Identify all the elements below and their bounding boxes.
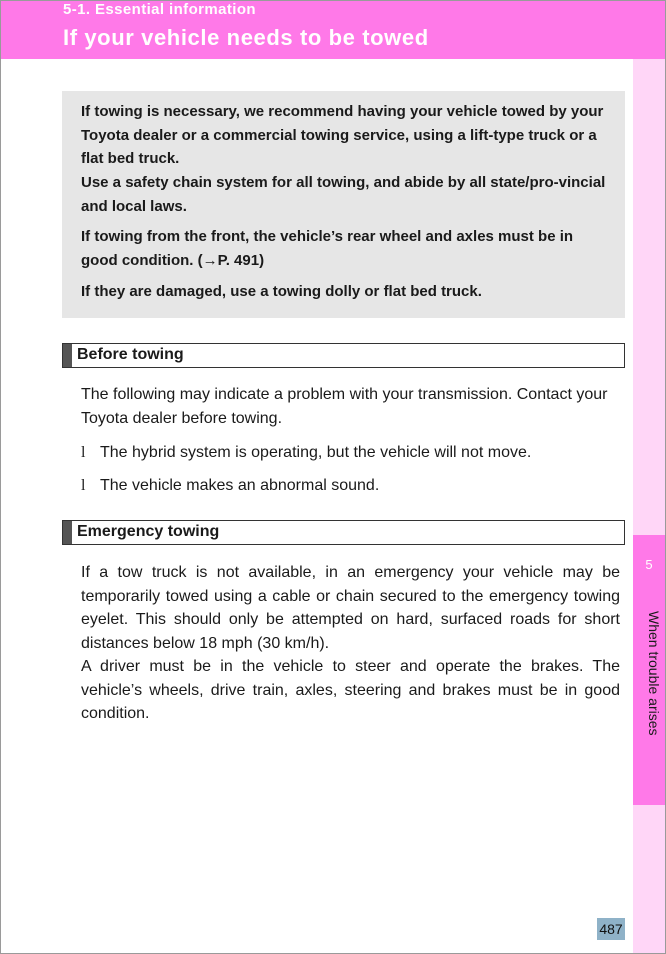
list-item-text: The vehicle makes an abnormal sound. — [100, 477, 380, 494]
heading-label: Emergency towing — [77, 523, 220, 540]
chapter-name: When trouble arises — [646, 611, 662, 736]
side-strip — [633, 59, 665, 953]
before-towing-intro: The following may indicate a problem with your transmission. Contact your Toyota dealer before towing. — [81, 386, 608, 427]
emergency-paragraph: A driver must be in the vehicle to steer and operate the brakes. The vehicle’s wheels, drive train, axles, steering and brakes must be in good condition. — [81, 658, 620, 722]
bullet-mark: l — [81, 477, 86, 494]
emergency-paragraph: If a tow truck is not available, in an emergency your vehicle may be temporarily towed using a cable or chain secured to the emergency towing eyelet. This should only be attempted on hard, surfaced roads for short distances below 18 mph (30 km/h). — [81, 564, 620, 652]
bullet-mark: l — [81, 444, 86, 461]
section-label: 5-1. Essential information — [63, 1, 256, 18]
heading-bar — [63, 344, 72, 367]
page-header — [1, 1, 665, 59]
before-towing-heading — [62, 343, 625, 368]
page-title: If your vehicle needs to be towed — [63, 25, 429, 50]
info-paragraph: Use a safety chain system for all towing, and abide by all state/pro-vincial and local laws. — [81, 174, 606, 215]
heading-bar — [63, 521, 72, 544]
heading-label: Before towing — [77, 346, 184, 363]
chapter-number: 5 — [645, 557, 653, 572]
page-number: 487 — [597, 918, 625, 940]
info-paragraph: If towing is necessary, we recommend having your vehicle towed by your Toyota dealer or a commercial towing service, using a lift-type truck or a flat bed truck. — [81, 103, 604, 167]
chapter-tab[interactable] — [633, 535, 665, 805]
emergency-towing-heading — [62, 520, 625, 545]
info-paragraph: If towing from the front, the vehicle’s rear wheel and axles must be in good condition. (→P. 491) — [81, 228, 574, 269]
list-item-text: The hybrid system is operating, but the vehicle will not move. — [100, 444, 532, 461]
info-box — [62, 91, 625, 318]
info-paragraph: If they are damaged, use a towing dolly or flat bed truck. — [81, 283, 482, 300]
